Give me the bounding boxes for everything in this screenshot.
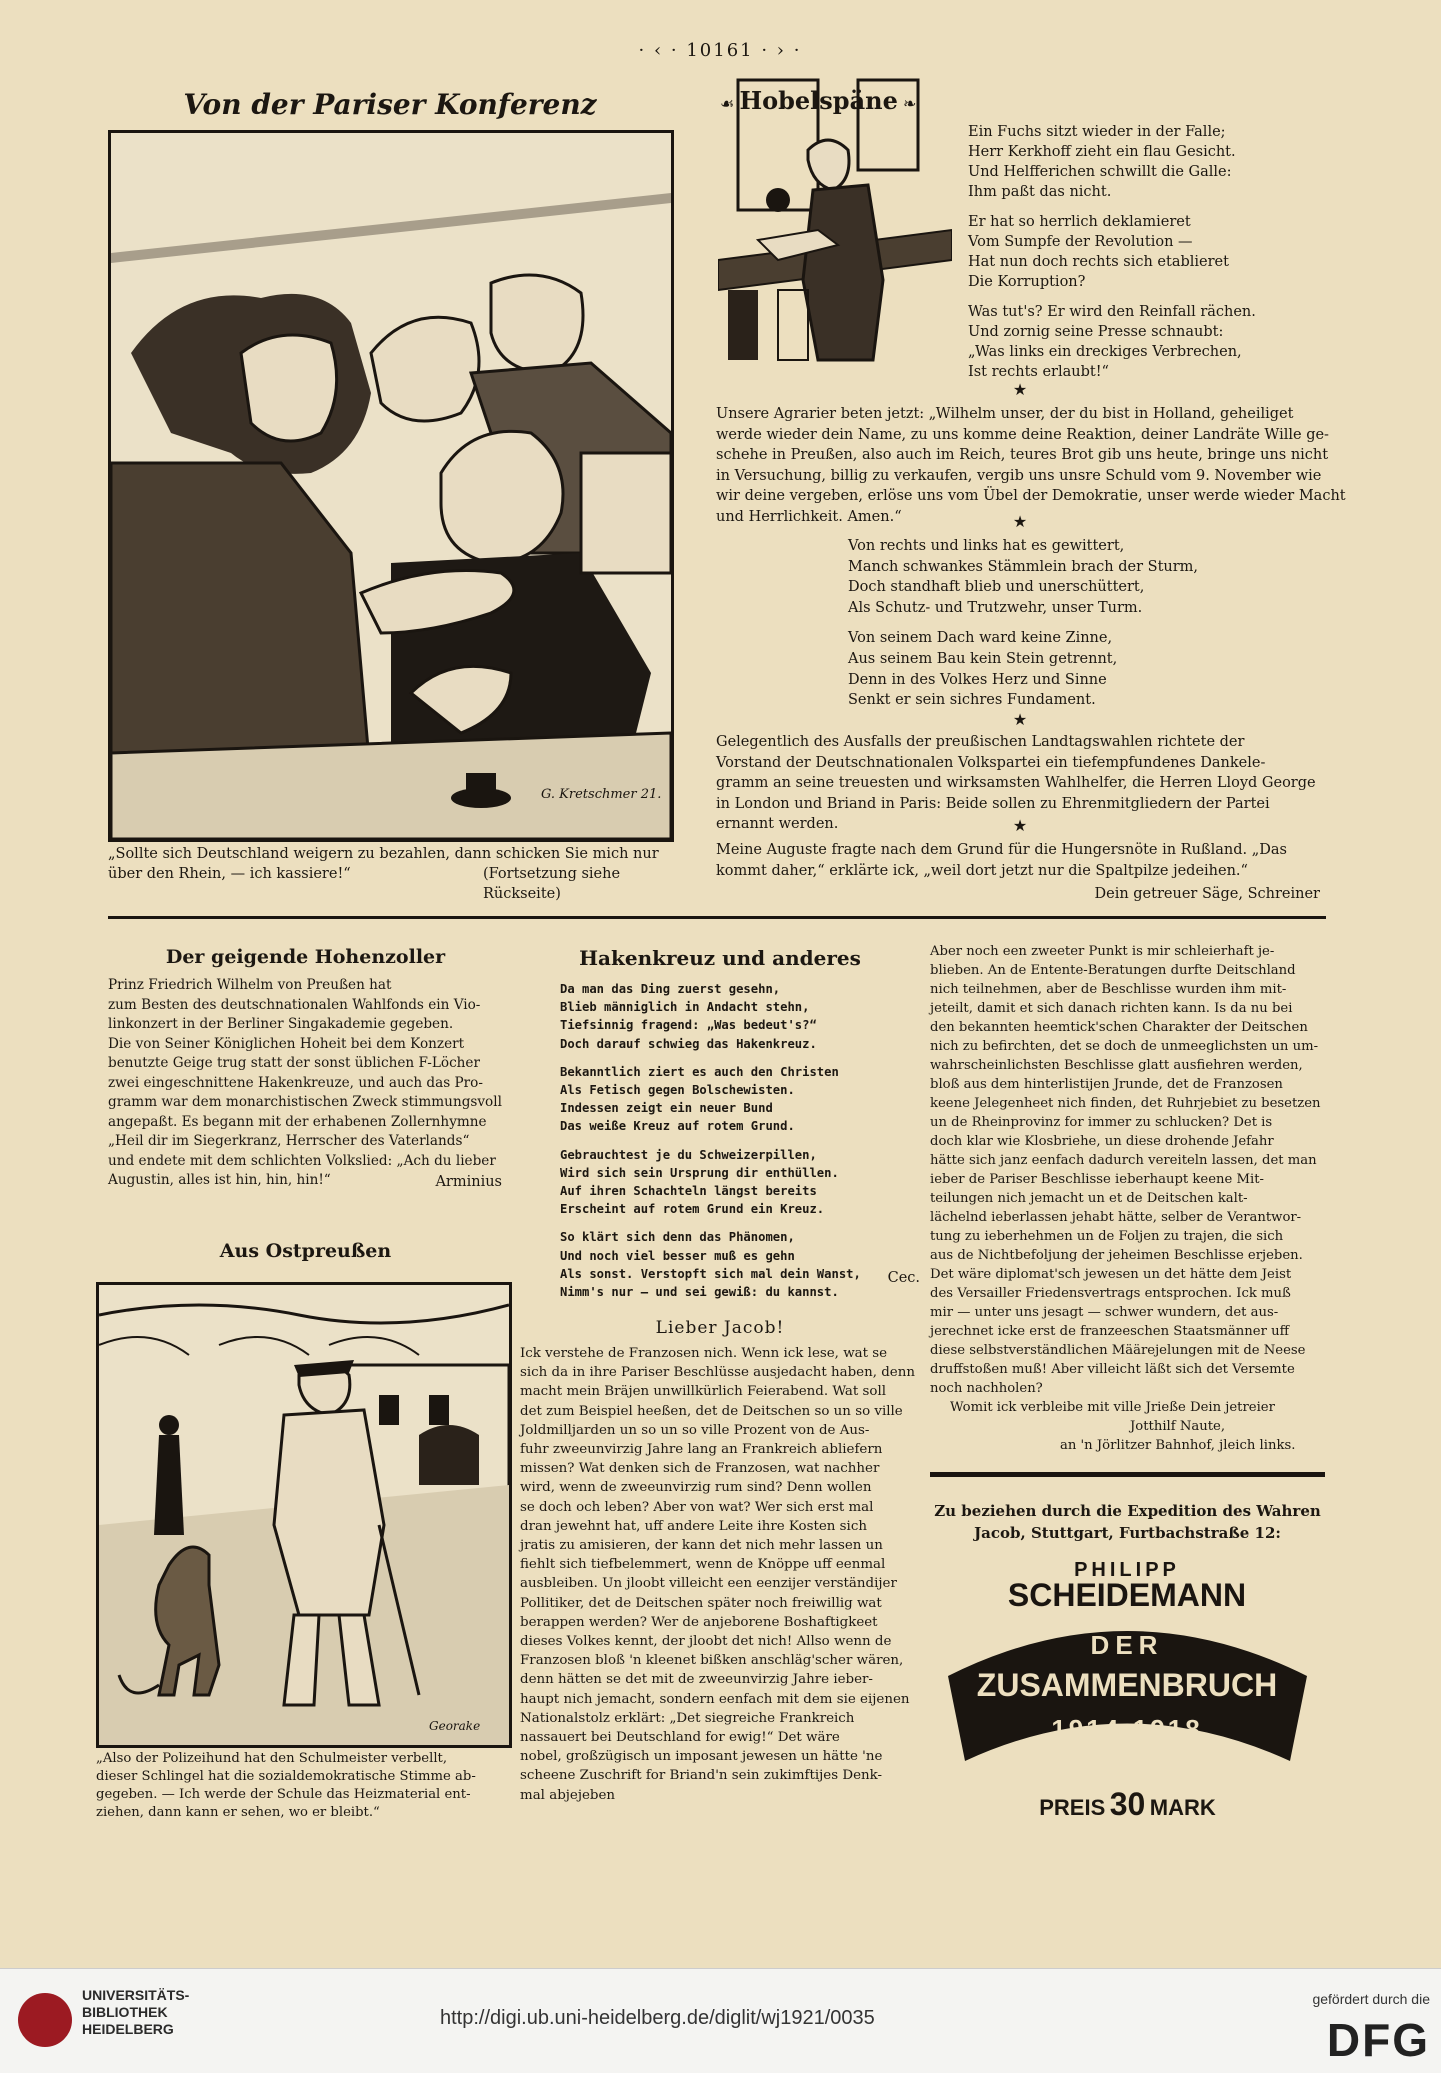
text-line: benutzte Geige trug statt der sonst üblichen F-Löcher bbox=[108, 1055, 480, 1071]
text-line: Augustin, alles ist hin, hin, hin!“ bbox=[108, 1172, 331, 1188]
poem-line: Hat nun doch rechts sich etablieret bbox=[968, 254, 1229, 270]
text-line: jeteilt, damit et sich danach richten kann. Is da nu bei bbox=[930, 1001, 1293, 1016]
institution-line: UNIVERSITÄTS- bbox=[82, 1987, 190, 2003]
star-divider: ★ bbox=[1012, 710, 1028, 729]
text-line: und endete mit dem schlichten Volkslied: „Ach du lieber bbox=[108, 1152, 496, 1169]
text-line: ieber de Pariser Beschlisse ieberhaupt keene Mit- bbox=[930, 1172, 1264, 1187]
poem-line: Bekanntlich ziert es auch den Christen bbox=[560, 1064, 839, 1079]
poem-line: Das weiße Kreuz auf rotem Grund. bbox=[560, 1119, 795, 1134]
institution-line: HEIDELBERG bbox=[82, 2021, 174, 2037]
poem-line: Ihm paßt das nicht. bbox=[968, 184, 1112, 200]
text-line: haupt nich jemacht, sondern eenfach mit dem sie eijenen bbox=[520, 1691, 910, 1707]
text-line: blieben. An de Entente-Beratungen durfte Deitschland bbox=[930, 963, 1296, 978]
text-line: bloß aus dem hinterlistijen Jrunde, det de Franzosen bbox=[930, 1077, 1283, 1092]
text-line: Joldmilljarden un so un so ville Prozent von de Aus- bbox=[520, 1422, 870, 1438]
poem-line: Manch schwankes Stämmlein brach der Sturm, bbox=[848, 558, 1199, 575]
caption-line: ziehen, dann kann er sehen, wo er bleibt.“ bbox=[96, 1805, 380, 1820]
text-line: wahrscheinlichsten Beschlisse glatt ausfiehren werden, bbox=[930, 1058, 1303, 1073]
poem-line: Tiefsinnig fragend: „Was bedeut's?“ bbox=[560, 1018, 817, 1033]
ostpreussen-caption bbox=[96, 1750, 506, 1822]
poem-line: Senkt er sein sichres Fundament. bbox=[848, 692, 1096, 709]
hakenkreuz-poem bbox=[560, 980, 900, 1301]
cartoon1-caption-2 bbox=[108, 864, 668, 902]
poem-line: Und Helfferichen schwillt die Galle: bbox=[968, 164, 1232, 180]
ad-rule bbox=[930, 1472, 1325, 1477]
text-line: noch nachholen? bbox=[930, 1381, 1043, 1396]
poem-line: Von seinem Dach ward keine Zinne, bbox=[848, 630, 1113, 647]
caption-line: dieser Schlingel hat die sozialdemokratische Stimme ab- bbox=[96, 1769, 476, 1784]
text-line: Det wäre diplomat'sch jewesen un det hätte dem Jeist bbox=[930, 1267, 1292, 1282]
text-line: Unsere Agrarier beten jetzt: „Wilhelm unser, der du bist in Holland, geheiliget bbox=[716, 406, 1294, 422]
star-divider: ★ bbox=[1012, 512, 1028, 531]
cartoon-ostpreussen bbox=[96, 1282, 512, 1748]
ad-price-unit: MARK bbox=[1149, 1795, 1216, 1820]
text-line: Ick verstehe de Franzosen nich. Wenn ick lese, wat se bbox=[520, 1346, 888, 1361]
caption-line: über den Rhein, — ich kassiere!“ bbox=[108, 866, 351, 882]
text-line: denn hätten se det mit de zweeunvirzig Jahre ieber- bbox=[520, 1672, 873, 1688]
text-line: schehe in Preußen, also auch im Reich, teures Brot gib uns heute, bringe uns nicht bbox=[716, 447, 1329, 464]
poem-line: Als Fetisch gegen Bolschewisten. bbox=[560, 1083, 795, 1098]
poem-line: Denn in des Volkes Herz und Sinne bbox=[848, 671, 1107, 688]
university-seal-icon bbox=[18, 1993, 72, 2047]
text-line: missen? Wat denken sich de Franzosen, wat nachher bbox=[520, 1461, 880, 1477]
institution-name bbox=[82, 1987, 189, 2038]
hobelspaene-poem bbox=[968, 122, 1328, 382]
text-line: lächelnd ieberlassen jehabt hätte, selber de Verantwor- bbox=[930, 1210, 1302, 1225]
text-line: Prinz Friedrich Wilhelm von Preußen hat bbox=[108, 977, 392, 993]
ad-intro-line: Jacob, Stuttgart, Furtbachstraße 12: bbox=[974, 1524, 1281, 1542]
digital-library-footer bbox=[0, 1968, 1441, 2073]
cartoon-paris-conference bbox=[108, 130, 674, 842]
poem-line: Da man das Ding zuerst gesehn, bbox=[560, 982, 781, 996]
poem-line: Nimm's nur — und sei gewiß: du kannst. bbox=[560, 1285, 839, 1300]
carpenter-illustration bbox=[718, 60, 952, 370]
text-line: un de Rheinprovinz for immer zu schlucken? Det is bbox=[930, 1115, 1273, 1130]
poem-line: „Was links ein dreckiges Verbrechen, bbox=[968, 344, 1242, 360]
ad-price bbox=[930, 1786, 1325, 1823]
book-ad-graphic bbox=[930, 1556, 1325, 1786]
text-line: druffstoßen muß! Aber villeicht läßt sich det Versemte bbox=[930, 1362, 1295, 1377]
text-line: sich da in ihre Pariser Beschlüsse ausjedacht haben, denn bbox=[520, 1365, 915, 1381]
text-line: in London und Briand in Paris: Beide sollen zu Ehrenmitgliedern der Partei bbox=[716, 795, 1270, 812]
text-line: macht mein Bräjen unwillkürlich Feierabend. Wat soll bbox=[520, 1384, 887, 1400]
text-line: aus de Nichtbefoljung der jeheimen Beschlisse erjeben. bbox=[930, 1248, 1303, 1263]
text-line: linkonzert in der Berliner Singakademie gegeben. bbox=[108, 1016, 454, 1032]
text-line: gramm war dem monarchistischen Zweck stimmungsvoll bbox=[108, 1094, 502, 1110]
text-line: dran jewehnt hat, uff andere Leite ihre Kosten sich bbox=[520, 1518, 867, 1534]
ornament-icon: ❧ bbox=[902, 94, 917, 113]
text-line: Pollitiker, det de Deitschen später noch freiwillig wat bbox=[520, 1595, 882, 1611]
poem-line: Erscheint auf rotem Grund ein Kreuz. bbox=[560, 1202, 825, 1217]
text-line: und Herrlichkeit. Amen.“ bbox=[716, 508, 902, 525]
text-line: zwei eingeschnittene Hakenkreuze, und auch das Pro- bbox=[108, 1074, 483, 1091]
book-advertisement bbox=[930, 1556, 1325, 1786]
text-line: jratis zu amisieren, der kann det nich mehr lassen un bbox=[520, 1538, 883, 1554]
ad-author-first: PHILIPP bbox=[1074, 1559, 1180, 1581]
text-line: werde wieder dein Name, zu uns komme deine Reaktion, deiner Landräte Wille ge- bbox=[716, 426, 1329, 443]
section-rule bbox=[108, 916, 1326, 919]
text-line: nich zu befirchten, det se doch de unmeeglichsten un um- bbox=[930, 1039, 1319, 1054]
poem-line: Ist rechts erlaubt!“ bbox=[968, 364, 1109, 380]
funding-note: gefördert durch die bbox=[1312, 1991, 1430, 2007]
poem-line: Und zornig seine Presse schnaubt: bbox=[968, 324, 1224, 340]
text-line: Gelegentlich des Ausfalls der preußischen Landtagswahlen richtete der bbox=[716, 734, 1245, 750]
text-line: Aber noch een zweeter Punkt is mir schleierhaft je- bbox=[930, 944, 1275, 959]
poem-line: Auf ihren Schachteln längst bereits bbox=[560, 1184, 817, 1199]
caption-line: „Also der Polizeihund hat den Schulmeister verbellt, bbox=[96, 1751, 448, 1766]
ad-price-value: 30 bbox=[1109, 1786, 1146, 1822]
cartoon-title: Von der Pariser Konferenz bbox=[183, 88, 597, 121]
text-line: den bekannten heemtick'schen Charakter der Deitschen bbox=[930, 1020, 1308, 1035]
carpenter-drawing bbox=[718, 60, 952, 370]
poem-line: Herr Kerkhoff zieht ein flau Gesicht. bbox=[968, 144, 1236, 160]
poem-line: Als Schutz- und Trutzwehr, unser Turm. bbox=[848, 599, 1143, 616]
text-line: in Versuchung, billig zu verkaufen, vergib uns unsre Schuld vom 9. November wie bbox=[716, 467, 1322, 484]
text-line: hätte sich janz eenfach dadurch vereiteln lassen, det man bbox=[930, 1153, 1317, 1168]
ad-intro bbox=[930, 1500, 1325, 1544]
star-divider: ★ bbox=[1012, 816, 1028, 835]
ornament-icon: ☙ bbox=[720, 94, 735, 113]
ad-author-last: SCHEIDEMANN bbox=[1007, 1577, 1247, 1613]
text-line: fuhr zweeunvirzig Jahre lang an Frankreich abliefern bbox=[520, 1442, 883, 1458]
text-line: keene Jelegenheet nich finden, det Ruhrjebiet zu besetzen bbox=[930, 1096, 1321, 1111]
closing-line: Womit ick verbleibe mit ville Jrieße Dein jetreier bbox=[950, 1400, 1275, 1415]
poem-line: So klärt sich denn das Phänomen, bbox=[560, 1230, 795, 1245]
poem-line: Blieb männiglich in Andacht stehn, bbox=[560, 1000, 810, 1015]
hakenkreuz-author: Cec. bbox=[887, 1270, 920, 1286]
auguste-paragraph bbox=[716, 840, 1316, 881]
text-line: „Heil dir im Siegerkranz, Herrscher des Vaterlands“ bbox=[108, 1133, 470, 1149]
page-number: · ‹ · 10161 · › · bbox=[638, 40, 802, 61]
text-line: mir — unter uns jesagt — schwer wundern, det aus- bbox=[930, 1305, 1279, 1320]
text-line: gramm an seine treuesten und wirksamsten Wahlhelfer, die Herren Lloyd George bbox=[716, 775, 1316, 792]
hobelspaene-signature: Dein getreuer Säge, Schreiner bbox=[1094, 886, 1320, 902]
text-line: tung zu ieberhehmen un de Foljen zu trajen, die sich bbox=[930, 1229, 1284, 1244]
hohenzoller-author: Arminius bbox=[435, 1174, 502, 1190]
cartoon1-signature: G. Kretschmer 21. bbox=[541, 787, 662, 802]
caption-line: „Sollte sich Deutschland weigern zu bezahlen, dann schicken Sie mich nur bbox=[108, 846, 659, 862]
ad-years: 1914-1918 bbox=[1051, 1714, 1203, 1744]
poem-line: Doch standhaft blieb und unerschüttert, bbox=[848, 579, 1145, 596]
text-line: zum Besten des deutschnationalen Wahlfonds ein Vio- bbox=[108, 996, 481, 1013]
text-line: wir deine vergeben, erlöse uns vom Übel der Demokratie, unser werde wieder Macht bbox=[716, 488, 1346, 505]
ostpreussen-signature: Georake bbox=[429, 1719, 481, 1733]
signature-name: Jotthilf Naute, bbox=[1130, 1419, 1226, 1434]
poem-line: Von rechts und links hat es gewittert, bbox=[848, 538, 1125, 554]
poem-line: Doch darauf schwieg das Hakenkreuz. bbox=[560, 1036, 817, 1051]
text-line: jerechnet icke erst de franzeeschen Staatsmänner uff bbox=[930, 1324, 1289, 1339]
text-line: teilungen nich jemacht un et de Deitschen kalt- bbox=[930, 1191, 1248, 1206]
text-line: Meine Auguste fragte nach dem Grund für die Hungersnöte in Rußland. „Das bbox=[716, 842, 1287, 858]
poem-line: Aus seinem Bau kein Stein getrennt, bbox=[848, 650, 1118, 667]
text-line: Nationalstolz erklärt: „Det siegreiche Frankreich bbox=[520, 1710, 855, 1726]
signature-address: an 'n Jörlitzer Bahnhof, jleich links. bbox=[1060, 1438, 1296, 1453]
star-divider: ★ bbox=[1012, 380, 1028, 399]
text-line: Vorstand der Deutschnationalen Volkspartei ein tiefempfundenes Dankele- bbox=[716, 754, 1266, 771]
hakenkreuz-title: Hakenkreuz und anderes bbox=[579, 946, 861, 970]
poem-line: Was tut's? Er wird den Reinfall rächen. bbox=[968, 304, 1256, 320]
poem-line: Die Korruption? bbox=[968, 274, 1086, 290]
ad-title-main: ZUSAMMENBRUCH bbox=[976, 1667, 1278, 1703]
poem-line: Vom Sumpfe der Revolution — bbox=[968, 234, 1193, 250]
ad-title-top: DER bbox=[1090, 1630, 1164, 1660]
caption-line: gegeben. — Ich werde der Schule das Heizmaterial ent- bbox=[96, 1787, 471, 1802]
ostpreussen-title: Aus Ostpreußen bbox=[219, 1240, 392, 1262]
text-line: ausbleiben. Un jloobt villeicht een eenzijer verständijer bbox=[520, 1576, 897, 1592]
dfg-logo: DFG bbox=[1326, 2014, 1430, 2066]
hohenzoller-text bbox=[108, 976, 503, 1191]
permalink-url[interactable]: http://digi.ub.uni-heidelberg.de/diglit/wj1921/0035 bbox=[440, 2007, 875, 2029]
ad-intro-line: Zu beziehen durch die Expedition des Wahren bbox=[934, 1502, 1321, 1520]
turm-poem bbox=[848, 536, 1199, 711]
jacob-letter bbox=[520, 1344, 920, 1805]
poem-line: Indessen zeigt ein neuer Bund bbox=[560, 1101, 773, 1116]
text-line: diese selbstverständlichen Määrejelungen mit de Neese bbox=[930, 1343, 1306, 1358]
text-line: scheene Zuschrift for Briand'n sein zukimftijes Denk- bbox=[520, 1768, 883, 1784]
text-line: dieses Volkes kennt, der jloobt det nich! Allso wenn de bbox=[520, 1634, 892, 1650]
poem-line: Ein Fuchs sitzt wieder in der Falle; bbox=[968, 124, 1226, 140]
text-line: det zum Beispiel heeßen, det de Deitschen so un so ville bbox=[520, 1403, 903, 1419]
text-line: angepaßt. Es begann mit der erhabenen Zollernhymne bbox=[108, 1113, 487, 1130]
text-line: nich teilnehmen, aber de Beschlisse wurden ihm mit- bbox=[930, 982, 1287, 997]
text-line: des Versailler Friedensvertrags entsprochen. Ick muß bbox=[930, 1286, 1291, 1301]
text-line: wird, wenn de zweeunvirzig rum sind? Denn wollen bbox=[520, 1480, 872, 1496]
cartoon-ostpreussen-drawing bbox=[99, 1285, 509, 1745]
hohenzoller-title: Der geigende Hohenzoller bbox=[165, 946, 446, 968]
text-line: fiehlt sich tiefbelemmert, wenn de Knöppe uff eenmal bbox=[520, 1557, 886, 1573]
text-line: se doch och leben? Aber von wat? Wer sich erst mal bbox=[520, 1499, 874, 1515]
jacob-letter-continued bbox=[930, 942, 1320, 1455]
text-line: berappen werden? Wer de anjeborene Boshaftigkeet bbox=[520, 1614, 878, 1630]
agrarier-paragraph bbox=[716, 404, 1346, 528]
ad-price-label: PREIS bbox=[1039, 1795, 1106, 1820]
poem-line: Wird sich sein Ursprung dir enthüllen. bbox=[560, 1165, 839, 1180]
text-line: doch klar wie Klosbriehe, un diese drohende Jefahr bbox=[930, 1134, 1274, 1149]
poem-line: Und noch viel besser muß es gehn bbox=[560, 1248, 795, 1263]
poem-line: Gebrauchtest je du Schweizerpillen, bbox=[560, 1147, 817, 1162]
cartoon1-caption bbox=[108, 844, 659, 864]
continuation-note: (Fortsetzung siehe Rückseite) bbox=[483, 866, 621, 902]
text-line: kommt daher,“ erklärte ick, „weil dort jetzt nur die Spaltpilze jedeihen.“ bbox=[716, 862, 1248, 879]
text-line: nobel, großzügisch un imposant jewesen un hätte 'ne bbox=[520, 1749, 883, 1765]
text-line: ernannt werden. bbox=[716, 816, 839, 833]
hobelspaene-title: Hobelspäne bbox=[739, 86, 898, 115]
poem-line: Als sonst. Verstopft sich mal dein Wanst, bbox=[560, 1266, 861, 1281]
text-line: nassauert bei Deutschland for ewig!“ Det wäre bbox=[520, 1730, 840, 1746]
cartoon-drawing bbox=[111, 133, 671, 839]
jacob-title: Lieber Jacob! bbox=[655, 1318, 785, 1338]
text-line: mal abjejeben bbox=[520, 1787, 616, 1803]
poem-line: Er hat so herrlich deklamieret bbox=[968, 214, 1191, 230]
text-line: Franzosen bloß 'n kleenet bißken anschläg'scher wären, bbox=[520, 1653, 904, 1669]
text-line: Die von Seiner Königlichen Hoheit bei dem Konzert bbox=[108, 1035, 465, 1052]
institution-line: BIBLIOTHEK bbox=[82, 2004, 168, 2020]
